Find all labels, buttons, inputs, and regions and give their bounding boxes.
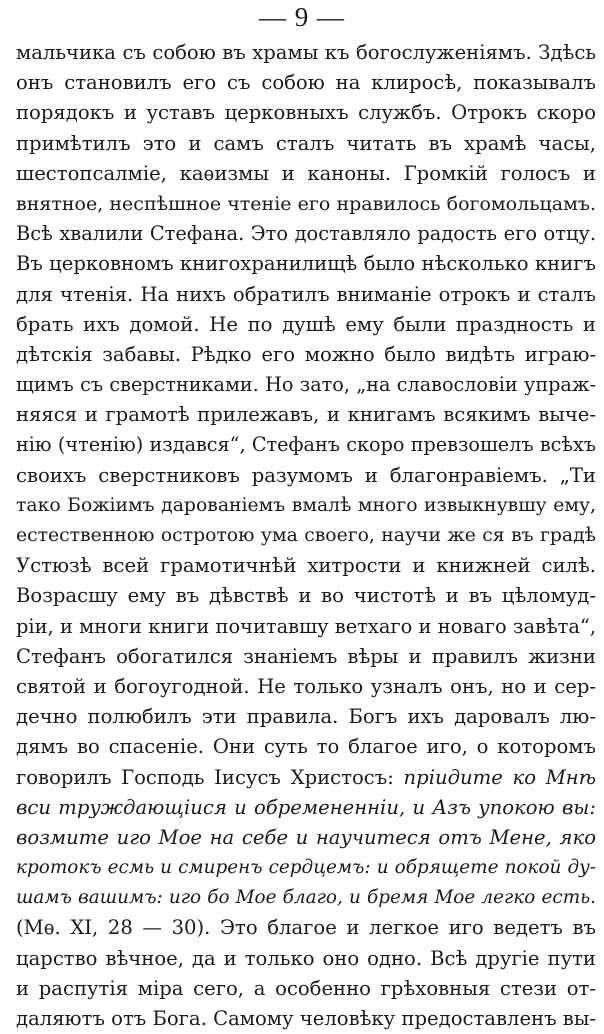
text-line [16,793,596,823]
text-line-content: для чтенія. На нихъ обратилъ вниманіе отрокъ и сталъ [16,282,596,306]
text-line-content: Въ церковномъ книгохранилищѣ было нѣсколько книгъ [16,252,596,276]
text-line-content: дямъ во спасеніе. Они суть то благое иго, о которомъ [16,735,596,759]
text-line [16,280,596,310]
text-line-content: дѣтскія забавы. Рѣдко его можно было видѣть играю- [16,342,596,366]
text-line-content: мальчика съ собою въ храмы къ богослуженіямъ. Здѣсь [16,41,596,64]
text-line [16,249,596,279]
text-line [16,763,596,793]
text-line [16,732,596,762]
text-line-content: царство вѣчное, да и только оно одно. Всѣ другіе пути [16,946,596,970]
text-line [16,612,596,642]
text-line-content: шамъ вашимъ: иго бо Мое благо, и бремя Мое легко есть. [16,887,596,909]
text-line-content: даляютъ отъ Бога. Самому человѣку предоставленъ вы- [16,1007,597,1030]
text-line-content: говорилъ Господь Іисусъ Христосъ: [16,765,394,789]
text-line-content: Стефанъ обогатился знаніемъ вѣры и правилъ жизни [16,644,596,668]
text-line-content: порядокъ и уставъ церковныхъ службъ. Отрокъ скоро [16,101,596,125]
text-line [16,159,596,189]
text-line-content: своихъ сверстниковъ разумомъ и благонравіемъ. „Ти [16,463,596,487]
text-line [16,310,596,340]
text-line [16,823,596,853]
text-line-content: тако Божіимъ дарованіемъ вмалѣ много извыкнувшу ему, [16,494,596,516]
text-line [16,642,596,672]
text-line [16,491,596,521]
text-line [16,883,596,913]
text-line [16,68,596,98]
text-line [16,521,596,551]
text-line-content: ріи, и многи книги почитавшу ветхаго и новаго завѣта“, [16,614,596,638]
text-line-content: Возрасшу ему въ дѣвствѣ и во чистотѣ и въ цѣломуд- [16,584,596,608]
text-line [16,461,596,491]
text-line [16,98,596,128]
text-line-content: брать ихъ домой. Не по душѣ ему были праздность и [16,312,596,336]
text-line-content: щимъ съ сверстниками. Но зато, „на славословіи упраж- [16,373,596,397]
text-line [16,340,596,370]
text-line [16,38,596,68]
text-line-content: вси труждающіися и обремененніи, и Азъ упокою вы: [16,795,596,819]
text-line [16,853,596,883]
text-line [16,219,596,249]
text-line-content: и распутія міра сего, а особенно грѣховныя стези от- [16,976,596,1000]
text-line [16,430,596,460]
text-line-italic-segment: пріидите ко Мнѣ [403,765,596,789]
text-line-content: (Мѳ. XI, 28 — 30). Это благое и легкое иго ведетъ въ [16,916,596,940]
text-line-content: шестопсалміе, каѳизмы и каноны. Громкій голосъ и [16,161,596,185]
text-line [16,944,596,974]
text-line-content: Всѣ хвалили Стефана. Это доставляло радость его отцу. [16,222,596,246]
text-line [16,129,596,159]
text-line-content: внятное, неспѣшное чтеніе его нравилось богомольцамъ. [16,192,596,215]
body-text [16,38,596,1034]
text-line-content: возмите иго Мое на себе и научитеся отъ Мене, яко [16,825,596,849]
text-line [16,974,596,1004]
text-line [16,702,596,732]
text-line-content: Устюзѣ всей грамотичнѣй хитрости и книжней силѣ. [16,554,596,578]
page-number: — 9 — [259,2,345,32]
text-line [16,581,596,611]
text-line [16,1004,596,1034]
text-line [16,400,596,430]
text-line [16,370,596,400]
text-line-content: нію (чтенію) издався“, Стефанъ скоро превзошелъ всѣхъ [16,433,596,457]
text-line-content: дечно полюбилъ эти правила. Богъ ихъ даровалъ лю- [16,705,596,729]
text-line-content: онъ становилъ его съ собою на клиросѣ, показывалъ [16,71,596,95]
text-line-content: святой и богоугодной. Не только узналъ онъ, но и сер- [16,674,596,698]
text-line [16,672,596,702]
text-line [16,189,596,219]
text-line [16,551,596,581]
text-line-content: естественною остротою ума своего, научи же ся въ градѣ [16,525,596,546]
text-line-content: кротокъ есмь и смиренъ сердцемъ: и обрящете покой ду- [16,857,596,879]
text-line-content: примѣтилъ это и самъ сталъ читать въ храмѣ часы, [16,131,596,155]
text-line-content: няяся и грамотѣ прилежавъ, и книгамъ всякимъ выче- [16,403,596,427]
text-line [16,913,596,943]
